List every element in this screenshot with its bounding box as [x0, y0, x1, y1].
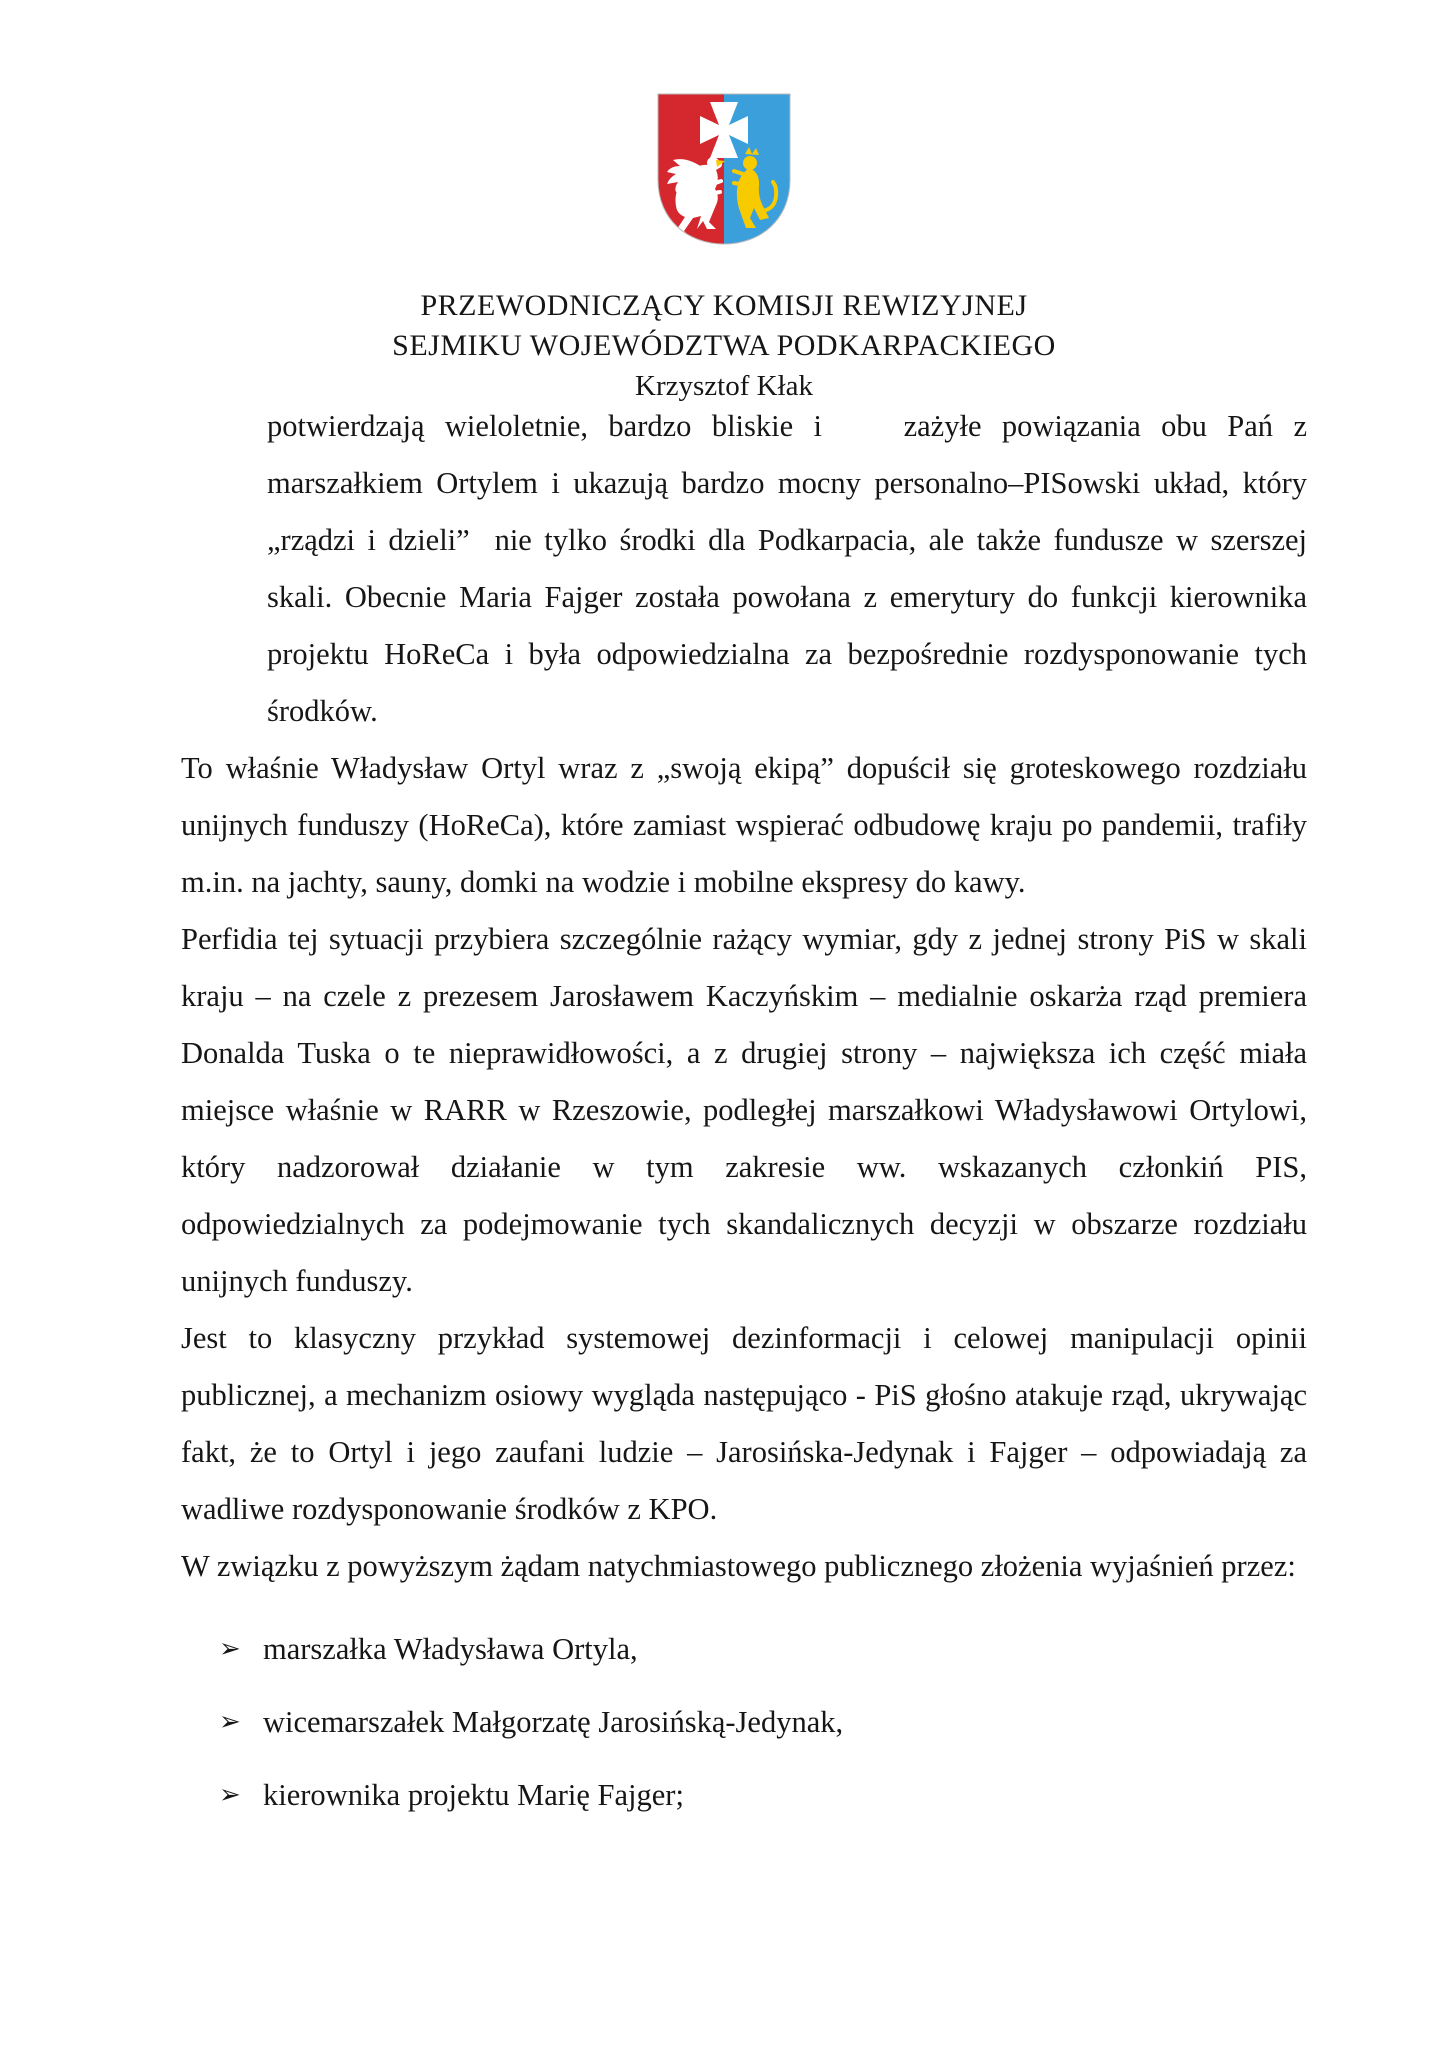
paragraph-text: To właśnie Władysław Ortyl wraz z „swoją ekipą” dopuścił się groteskowego rozdziału unijnych funduszy (HoReCa), które zamiast wspierać odbudowę kraju po pandemii, trafiły m.in. na jachty, sauny, domki na wodzie i mobilne ekspresy do kawy.: [181, 751, 1315, 899]
letter-body: [181, 398, 1315, 1824]
paragraphs: [181, 398, 1315, 1595]
paragraph: [181, 740, 1315, 911]
arrow-bullet-icon: ➢: [219, 1707, 241, 1737]
list-item: [181, 1694, 1307, 1751]
list-item: [181, 1767, 1307, 1824]
letterhead-title-line1: PRZEWODNICZĄCY KOMISJI REWIZYJNEJ: [420, 289, 1028, 322]
paragraph-text: potwierdzają wieloletnie, bardzo bliskie i zażyłe powiązania obu Pań z marszałkiem Ortylem i ukazują bardzo mocny personalno–PISowski układ, który „rządzi i dzieli” nie tylko środki dla Podkarpacia, ale także fundusze w szerszej skali. Obecnie Maria Fajger została powołana z emerytury do funkcji kierownika projektu HoReCa i była odpowiedzialna za bezpośrednie rozdysponowanie tych środków.: [267, 409, 1315, 728]
paragraph: [181, 1310, 1315, 1538]
arrow-bullet-icon: ➢: [219, 1634, 241, 1664]
paragraph-text: W związku z powyższym żądam natychmiastowego publicznego złożenia wyjaśnień przez:: [181, 1549, 1296, 1583]
list-item-text: wicemarszałek Małgorzatę Jarosińską-Jedynak,: [263, 1705, 844, 1739]
arrow-bullet-icon: ➢: [219, 1780, 241, 1810]
crest-blue-field: [724, 90, 794, 248]
list-item-text: kierownika projektu Marię Fajger;: [263, 1778, 684, 1812]
list-item-text: marszałka Władysława Ortyla,: [263, 1632, 638, 1666]
paragraph-text: Perfidia tej sytuacji przybiera szczególnie rażący wymiar, gdy z jednej strony PiS w skali kraju – na czele z prezesem Jarosławem Kaczyńskim – medialnie oskarża rząd premiera Donalda Tuska o te nieprawidłowości, a z drugiej strony – największa ich część miała miejsce właśnie w RARR w Rzeszowie, podległej marszałkowi Władysławowi Ortylowi, który nadzorował działanie w tym zakresie ww. wskazanych członkiń PIS, odpowiedzialnych za podejmowanie tych skandalicznych decyzji w obszarze rozdziału unijnych funduszy.: [181, 922, 1315, 1298]
letterhead-signatory: Krzysztof Kłak: [635, 370, 813, 402]
paragraph: [267, 398, 1315, 740]
list-item: [181, 1621, 1307, 1678]
letterhead-title-line2: SEJMIKU WOJEWÓDZTWA PODKARPACKIEGO: [392, 329, 1056, 362]
crest-svg: [654, 90, 794, 248]
paragraph: [181, 1538, 1307, 1595]
demand-list: [181, 1621, 1307, 1824]
podkarpackie-coat-of-arms-icon: [654, 90, 794, 248]
paragraph: [181, 911, 1315, 1310]
paragraph-text: Jest to klasyczny przykład systemowej dezinformacji i celowej manipulacji opinii publicznej, a mechanizm osiowy wygląda następująco - PiS głośno atakuje rząd, ukrywając fakt, że to Ortyl i jego zaufani ludzie – Jarosińska-Jedynak i Fajger – odpowiadają za wadliwe rozdysponowanie środków z KPO.: [181, 1321, 1315, 1526]
letterhead: [0, 286, 1448, 406]
